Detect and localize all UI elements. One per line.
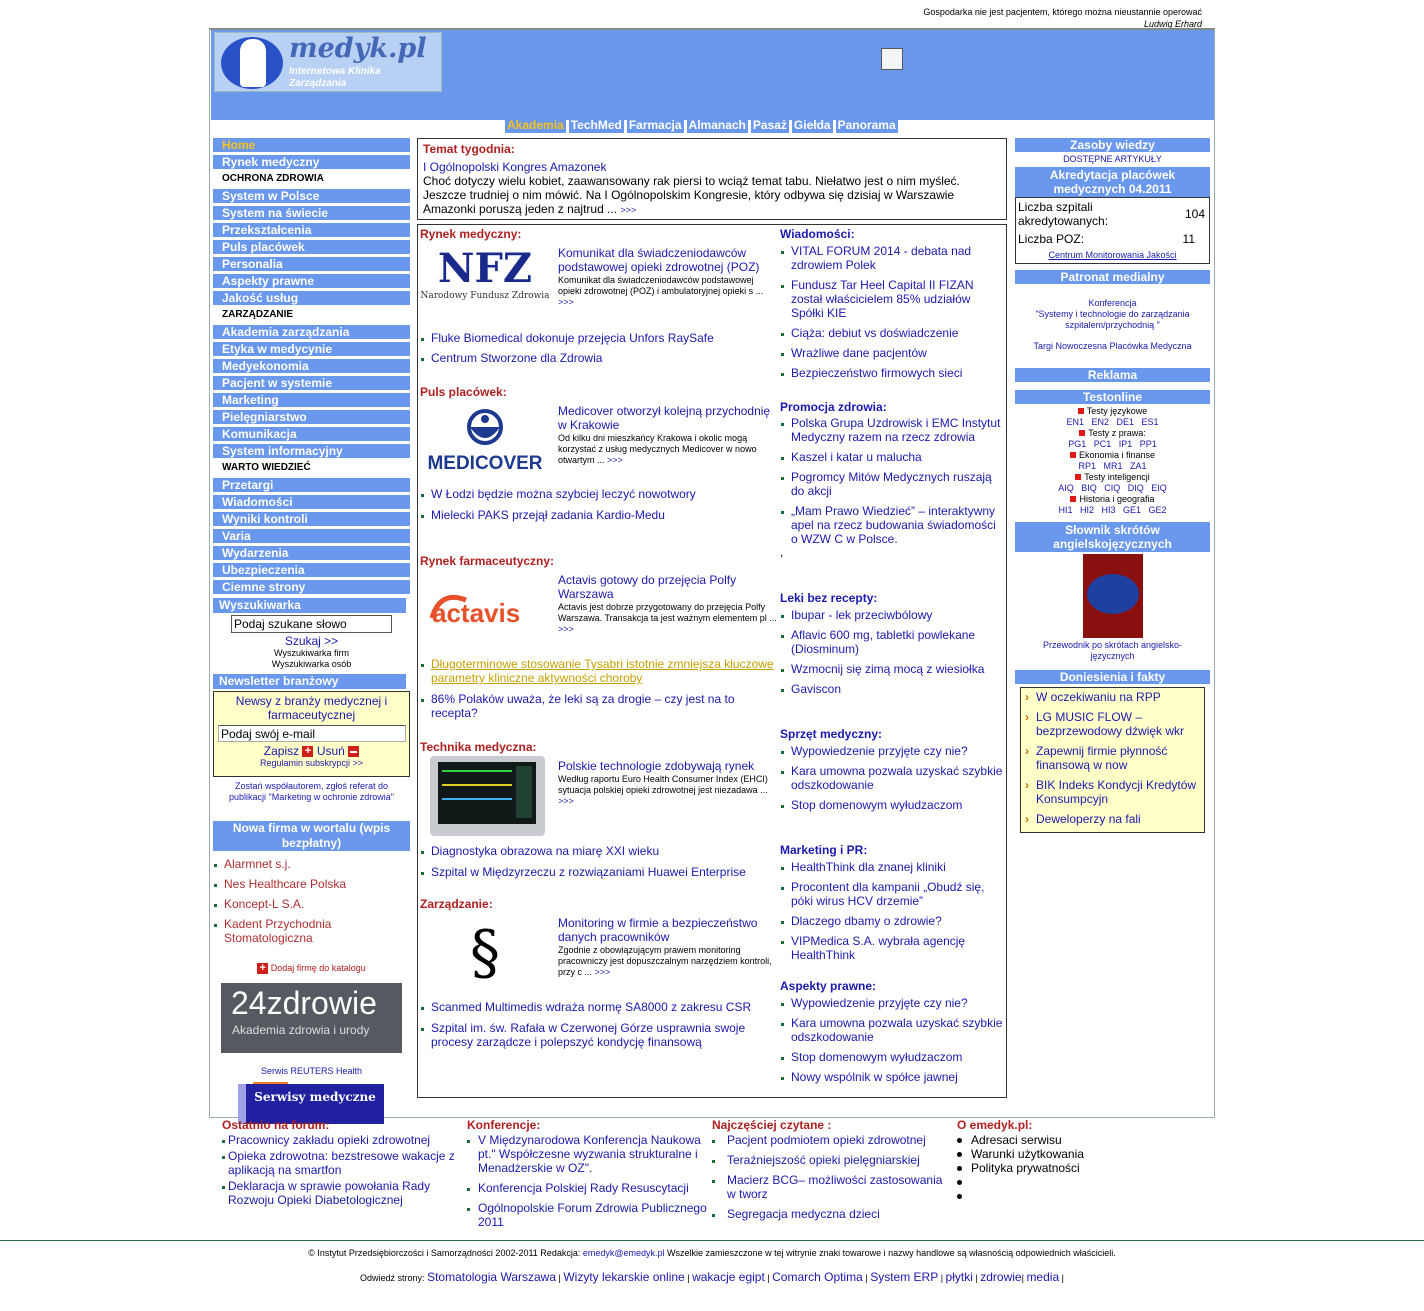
konferencje-title: Konferencje: bbox=[467, 1118, 541, 1132]
menu-item[interactable]: Personalia bbox=[213, 257, 410, 271]
topnav-pasaz[interactable]: Pasaż bbox=[752, 118, 787, 132]
menu-section-zarzadzanie: ZARZĄDZANIE bbox=[222, 309, 294, 320]
menu-item[interactable]: System informacyjny bbox=[213, 444, 410, 458]
czytane-link[interactable]: Pacjent podmiotem opieki zdrowotnej bbox=[712, 1133, 952, 1147]
forum-link[interactable]: Deklaracja w sprawie powołania Rady Rozwoju Opieki Diabetologicznej bbox=[222, 1179, 462, 1207]
about-title: O emedyk.pl: bbox=[957, 1118, 1033, 1132]
about-link[interactable] bbox=[957, 1175, 1137, 1189]
more-link[interactable]: >>> bbox=[558, 297, 574, 307]
topnav-almanach[interactable]: Almanach bbox=[688, 118, 746, 132]
section-heading: Marketing i PR: bbox=[780, 843, 868, 857]
akred-label: Liczba szpitali akredytowanych: bbox=[1018, 200, 1109, 228]
akred-value: 104 bbox=[1184, 207, 1205, 221]
about-link[interactable]: Adresaci serwisu bbox=[957, 1133, 1137, 1147]
section-heading: Rynek medyczny: bbox=[420, 227, 522, 241]
add-plus-icon: + bbox=[257, 963, 268, 974]
news-link[interactable]: W Łodzi będzie można szybciej leczyć nowotwory bbox=[420, 487, 778, 501]
test-codes[interactable]: PG1 PC1 IP1 PP1 bbox=[1068, 439, 1157, 449]
news-link[interactable]: Gaviscon bbox=[780, 682, 1004, 696]
visit-link[interactable]: Wizyty lekarskie online bbox=[563, 1270, 685, 1284]
forum-title: Ostatnio na forum: bbox=[222, 1118, 330, 1132]
test-codes[interactable]: RP1 MR1 ZA1 bbox=[1078, 461, 1147, 471]
red-square-icon bbox=[1070, 496, 1076, 502]
news-link[interactable]: Scanmed Multimedis wdraża normę SA8000 z zakresu CSR bbox=[420, 1000, 778, 1014]
menu-item[interactable]: Jakość usług bbox=[213, 291, 410, 305]
news-link[interactable]: VITAL FORUM 2014 - debata nad zdrowiem Polek bbox=[780, 244, 1004, 272]
menu-item[interactable]: Pacjent w systemie bbox=[213, 376, 410, 390]
menu-item[interactable]: Przekształcenia bbox=[213, 223, 410, 237]
about-link[interactable] bbox=[957, 1189, 1137, 1203]
regulamin-link[interactable]: Regulamin subskrypcji >> bbox=[259, 758, 364, 768]
czytane-link[interactable]: Segregacja medyczna dzieci bbox=[712, 1207, 952, 1221]
topic-more-link[interactable]: >>> bbox=[620, 205, 637, 215]
more-link[interactable]: >>> bbox=[594, 967, 611, 977]
konf-link[interactable]: Konferencja Polskiej Rady Resuscytacji bbox=[467, 1181, 707, 1195]
menu-rynek-medyczny[interactable]: Rynek medyczny bbox=[213, 155, 410, 169]
news-link[interactable]: Procontent dla kampanii „Obudź się, póki wirus HCV drzemie” bbox=[780, 880, 1004, 908]
red-square-icon bbox=[1070, 452, 1076, 458]
akredytacja-title: Akredytacja placówek medycznych 04.2011 bbox=[1015, 167, 1210, 197]
donies-item[interactable]: › Zapewnij firmie płynność finansową w now bbox=[1024, 744, 1202, 772]
footer-divider bbox=[0, 1240, 1424, 1241]
czytane-title: Najczęściej czytane : bbox=[712, 1118, 832, 1132]
paragraph-sign-icon[interactable]: § bbox=[470, 918, 500, 988]
news-link[interactable]: Wypowiedzenie przyjęte czy nie? bbox=[780, 744, 1004, 758]
more-link[interactable]: >>> bbox=[558, 796, 574, 806]
top-navigation bbox=[505, 117, 898, 133]
visit-link[interactable]: System ERP bbox=[870, 1270, 939, 1284]
menu-item[interactable]: Wyniki kontroli bbox=[213, 512, 410, 526]
news-link[interactable]: Kara umowna pozwala uzyskać szybkie odszkodowanie bbox=[780, 1016, 1004, 1044]
search-persons-link[interactable]: Wyszukiwarka osób bbox=[271, 659, 352, 669]
left-sidebar bbox=[213, 138, 410, 1104]
section-heading: Technika medyczna: bbox=[420, 740, 537, 754]
test-category: Historia i geografia bbox=[1015, 494, 1210, 505]
menu-item[interactable]: Wiadomości bbox=[213, 495, 410, 509]
forum-link[interactable]: Pracownicy zakładu opieki zdrowotnej bbox=[222, 1133, 462, 1147]
firm-link[interactable]: Alarmnet s.j. bbox=[213, 857, 410, 871]
donies-item[interactable]: › W oczekiwaniu na RPP bbox=[1024, 690, 1202, 704]
test-codes[interactable]: AIQ BIQ CIQ DIQ EIQ bbox=[1058, 483, 1167, 493]
topic-of-week bbox=[417, 138, 1007, 220]
visit-link[interactable]: Stomatologia Warszawa bbox=[427, 1270, 557, 1284]
topnav-gielda[interactable]: Giełda bbox=[793, 118, 831, 132]
promo-title: 24zdrowie bbox=[231, 985, 377, 1021]
visit-links: Odwiedź strony: Stomatologia Warszawa | Wizyty lekarskie online | wakacje egipt | Comarch Optima | System ERP | płytki | zdrowie| media | bbox=[360, 1270, 1064, 1284]
topnav-akademia[interactable]: Akademia bbox=[507, 118, 564, 132]
menu-section-warto: WARTO WIEDZIEĆ bbox=[222, 462, 311, 473]
akred-link[interactable]: Centrum Monitorowania Jakości bbox=[1048, 250, 1177, 260]
section-heading: Wiadomości: bbox=[780, 227, 855, 241]
patronat-conf[interactable]: Konferencja bbox=[1088, 298, 1137, 308]
test-codes[interactable]: EN1 EN2 DE1 ES1 bbox=[1066, 417, 1159, 427]
menu-item[interactable]: Medyekonomia bbox=[213, 359, 410, 373]
konf-link[interactable]: Ogólnopolskie Forum Zdrowia Publicznego 2011 bbox=[467, 1201, 707, 1229]
site-header bbox=[211, 30, 1214, 120]
donies-title: Doniesienia i fakty bbox=[1015, 670, 1210, 684]
news-link[interactable]: Mielecki PAKS przejął zadania Kardio-Medu bbox=[420, 508, 778, 522]
add-firm-link[interactable]: Dodaj firmę do katalogu bbox=[270, 963, 366, 973]
medical-monitor-icon[interactable] bbox=[420, 756, 550, 836]
news-link[interactable]: Stop domenowym wyłudzaczom bbox=[780, 1050, 1004, 1064]
svg-text:actavis: actavis bbox=[432, 598, 521, 628]
about-link[interactable]: Polityka prywatności bbox=[957, 1161, 1137, 1175]
menu-item[interactable]: Marketing bbox=[213, 393, 410, 407]
visit-link[interactable]: wakacje egipt bbox=[692, 1270, 765, 1284]
news-link[interactable]: Szpital w Międzyrzeczu z rozwiązaniami Huawei Enterprise bbox=[420, 865, 778, 879]
actavis-logo-icon[interactable] bbox=[420, 580, 550, 660]
section-heading: Puls placówek: bbox=[420, 385, 507, 399]
svg-text:MEDICOVER: MEDICOVER bbox=[427, 453, 543, 474]
news-link[interactable]: Ibupar - lek przeciwbólowy bbox=[780, 608, 1004, 622]
email-field[interactable] bbox=[218, 725, 406, 742]
menu-item[interactable]: Ciemne strony bbox=[213, 580, 410, 594]
topic-body: Choć dotyczy wielu kobiet, zaawansowany rak piersi to wciąż temat tabu. Niełatwo jest o nim myśleć. Jeszcze trudniej o nim mówić. Na I Ogólnopolskim Kongresie, który odbywa się dzisiaj w Warszawie Amazonki poruszą jeden z najtrud ... bbox=[423, 174, 960, 216]
unsubscribe-button[interactable]: Usuń bbox=[316, 744, 345, 758]
section-heading: Leki bez recepty: bbox=[780, 591, 878, 605]
slownik-title: Słownik skrótów angielskojęzycznych bbox=[1015, 522, 1210, 552]
more-link[interactable]: >>> bbox=[607, 455, 623, 465]
test-category: Ekonomia i finanse bbox=[1015, 450, 1210, 461]
red-square-icon bbox=[1075, 474, 1081, 480]
newsletter-box bbox=[213, 691, 410, 777]
section-heading: Rynek farmaceutyczny: bbox=[420, 554, 555, 568]
quote-author: Ludwig Erhard bbox=[1143, 19, 1202, 29]
search-firm-link[interactable]: Wyszukiwarka firm bbox=[274, 648, 349, 658]
news-link[interactable]: Wrażliwe dane pacjentów bbox=[780, 346, 1004, 360]
stray-dot: , bbox=[780, 545, 784, 559]
section-heading: Promocja zdrowia: bbox=[780, 400, 887, 414]
feature-title[interactable]: Medicover otworzył kolejną przychodnię w Krakowie bbox=[558, 404, 771, 432]
feature-title[interactable]: Actavis gotowy do przejęcia Polfy Warszawa bbox=[558, 573, 737, 601]
zasoby-title: Zasoby wiedzy bbox=[1015, 138, 1210, 152]
section-heading: Sprzęt medyczny: bbox=[780, 727, 883, 741]
news-link[interactable]: Wypowiedzenie przyjęte czy nie? bbox=[780, 996, 1004, 1010]
more-link[interactable]: >>> bbox=[558, 624, 574, 634]
new-firm-title: Nowa firma w wortalu (wpis bezpłatny) bbox=[213, 821, 410, 851]
subscribe-button[interactable]: Zapisz bbox=[263, 744, 300, 758]
logo-tagline: Internetowa Klinika Zarządzania bbox=[289, 66, 381, 89]
akredytacja-table bbox=[1015, 197, 1210, 264]
news-link[interactable]: Wzmocnij się zimą mocą z wiesiołka bbox=[780, 662, 1004, 676]
news-link[interactable]: Fundusz Tar Heel Capital II FIZAN został właścicielem 85% udziałów Spółki KIE bbox=[780, 278, 1004, 320]
news-link[interactable]: „Mam Prawo Wiedzieć” – interaktywny apel na rzecz budowania świadomości o WZW C w Polsce. bbox=[780, 504, 1004, 546]
menu-item[interactable]: Varia bbox=[213, 529, 410, 543]
news-link[interactable]: Aflavic 600 mg, tabletki powlekane (Diosminum) bbox=[780, 628, 1004, 656]
konf-link[interactable]: V Międzynarodowa Konferencja Naukowa pt." Współczesne wyzwania strukturalne i Menadżerskie w OZ". bbox=[467, 1133, 707, 1175]
medicover-logo-icon[interactable] bbox=[420, 405, 550, 485]
donies-item[interactable]: › LG MUSIC FLOW – bezprzewodowy dźwięk wkr bbox=[1024, 710, 1202, 738]
news-link[interactable]: Pogromcy Mitów Medycznych ruszają do akcji bbox=[780, 470, 1004, 498]
banner-image-icon[interactable] bbox=[881, 48, 903, 70]
menu-item[interactable]: Wydarzenia bbox=[213, 546, 410, 560]
news-link[interactable]: HealthThink dla znanej kliniki bbox=[780, 860, 1004, 874]
visit-link[interactable]: płytki bbox=[945, 1270, 973, 1284]
newsletter-title: Newsletter branżowy bbox=[213, 674, 406, 689]
menu-item[interactable]: Komunikacja bbox=[213, 427, 410, 441]
promo-24zdrowie[interactable] bbox=[221, 983, 402, 1053]
test-category: Testy z prawa: bbox=[1015, 428, 1210, 439]
promo-subtitle: Akademia zdrowia i urody bbox=[232, 1023, 370, 1037]
news-link[interactable]: Kaszel i katar u malucha bbox=[780, 450, 1004, 464]
test-codes[interactable]: HI1 HI2 HI3 GE1 GE2 bbox=[1058, 505, 1167, 515]
news-link[interactable]: Bezpieczeństwo firmowych sieci bbox=[780, 366, 1004, 380]
menu-item[interactable]: Ubezpieczenia bbox=[213, 563, 410, 577]
search-button[interactable]: Szukaj >> bbox=[284, 634, 339, 648]
news-link[interactable]: VIPMedica S.A. wybrała agencję HealthThink bbox=[780, 934, 1004, 962]
nfz-logo-icon[interactable]: NFZ Narodowy Fundusz Zdrowia bbox=[420, 245, 550, 301]
news-link[interactable]: Szpital im. św. Rafała w Czerwonej Górze usprawnia swoje procesy zarządcze i polepszyć kondycję finansową bbox=[420, 1021, 778, 1049]
menu-home[interactable]: Home bbox=[213, 138, 410, 152]
czytane-link[interactable]: Teraźniejszość opieki pielęgniarskiej bbox=[712, 1153, 952, 1167]
plus-icon[interactable]: + bbox=[302, 746, 313, 757]
patronat-targi[interactable]: Targi Nowoczesna Placówka Medyczna bbox=[1033, 341, 1192, 351]
search-title: Wyszukiwarka bbox=[213, 598, 406, 613]
donies-item[interactable]: › Deweloperzy na fali bbox=[1024, 812, 1202, 826]
visit-link[interactable]: media bbox=[1026, 1270, 1060, 1284]
reuters-link[interactable]: Serwis REUTERS Health bbox=[260, 1066, 363, 1076]
section-heading: Aspekty prawne: bbox=[780, 979, 877, 993]
header-quote bbox=[800, 6, 1202, 30]
menu-item[interactable]: Aspekty prawne bbox=[213, 274, 410, 288]
red-square-icon bbox=[1078, 408, 1084, 414]
donies-item[interactable]: › BIK Indeks Kondycji Kredytów Konsumpcyjn bbox=[1024, 778, 1202, 806]
book-cover-icon[interactable] bbox=[1083, 554, 1143, 638]
menu-section-ochrona: OCHRONA ZDROWIA bbox=[222, 173, 324, 184]
news-link[interactable]: Centrum Stworzone dla Zdrowia bbox=[420, 351, 778, 365]
donies-box bbox=[1020, 687, 1205, 833]
menu-item[interactable]: Przetargi bbox=[213, 478, 410, 492]
patronat-conf-title[interactable]: "Systemy i technologie do zarządzania szpitalem/przychodnią " bbox=[1035, 309, 1190, 330]
main-content: Rynek medyczny: NFZ Narodowy Fundusz Zdrowia Komunikat dla świadczeniodawców podstawowej opieki zdrowotnej (POZ) Komunikat dla świadczeniodawców podstawowej opieki zdrowotnej (POZ) i ambulatoryjnej opieki s ... >>> Fluke Biomedical dokonuje przejęcia Unfors RaySafe Centrum Stworzone dla Zdrowia Puls placówek: MEDICOVER Medicover otworzył kolejną przychodnię w Krakowie Od kilku dni mieszkańcy Krakowa i okolic mogą korzystać z usług medycznych Medicover w nowo otwartym ... >>> W Łodzi będzie można szybciej leczyć nowotwory Mielecki PAKS przejął zadania Kardio-Medu Rynek farmaceutyczny: actavis Actavis gotowy do przejęcia Polfy Warszawa Actavis jest dobrze przygotowany do przejęcia Polfy Warszawa. Transakcja ta jest ważnym elementem pl ... >>> Długoterminowe stosowanie Tysabri istotnie zmniejsza kluczowe parametry kliniczne aktywności choroby 86% Polaków uważa, że leki są za drogie – czy jest na to recepta? Technika medyczna: Polskie technologie zdobywają rynek Według raportu Euro Health Consumer Index (EHCI) sytuacja polskiej opieki zdrowotnej jest niezadawa ... >>> Diagnostyka obrazowa na miarę XXI wieku Szpital w Międzyrzeczu z rozwiązaniami Huawei Enterprise Zarządzanie: § Monitoring w firmie a bezpieczeństwo danych pracowników Zgodnie z obowiązującym prawem monitoring pracowniczy jest dopuszczalnym narzędziem kontroli, przy c ... >>> Scanmed Multimedis wdraża normę SA8000 z zakresu CSR Szpital im. św. Rafała w Czerwonej Górze usprawnia swoje procesy zarządcze i polepszyć kondycję finansową Wiadomości: VITAL FORUM 2014 - debata nad zdrowiem Polek Fundusz Tar Heel Capital II FIZAN został właścicielem 85% udziałów Spółki KIE Ciąża: debiut vs doświadczenie Wrażliwe dane pacjentów Bezpieczeństwo firmowych sieci Promocja zdrowia: Polska Grupa Uzdrowisk i EMC Instytut Medyczny razem na rzecz zdrowia Kaszel i katar u malucha Pogromcy Mitów Medycznych ruszają do akcji „Mam Prawo Wiedzieć” – interaktywny apel na rzecz budowania świadomości o WZW C w Polsce. , Leki bez recepty: Ibupar - lek przeciwbólowy Aflavic 600 mg, tabletki powlekane (Diosminum) Wzmocnij się zimą mocą z wiesiołka Gaviscon Sprzęt medyczny: Wypowiedzenie przyjęte czy nie? Kara umowna pozwala uzyskać szybkie odszkodowanie Stop domenowym wyłudzaczom Marketing i PR: HealthThink dla znanej kliniki Procontent dla kampanii „Obudź się, póki wirus HCV drzemie” Dlaczego dbamy o zdrowie? VIPMedica S.A. wybrała agencję HealthThink Aspekty prawne: Wypowiedzenie przyjęte czy nie? Kara umowna pozwala uzyskać szybkie odszkodowanie Stop domenowym wyłudzaczom Nowy wspólnik w spółce jawnej bbox=[417, 224, 1007, 1098]
serwisy-medyczne-button[interactable]: Serwisy medyczne bbox=[238, 1084, 384, 1124]
visit-link[interactable]: zdrowie bbox=[980, 1270, 1022, 1284]
forum-link[interactable]: Opieka zdrowotna: bezstresowe wakacje z aplikacją na smartfon bbox=[222, 1149, 462, 1177]
search-input[interactable] bbox=[231, 615, 392, 633]
menu-item[interactable]: System na świecie bbox=[213, 206, 410, 220]
news-link[interactable]: Fluke Biomedical dokonuje przejęcia Unfors RaySafe bbox=[420, 331, 778, 345]
section-heading: Zarządzanie: bbox=[420, 897, 493, 911]
topnav-techmed[interactable]: TechMed bbox=[570, 118, 622, 132]
news-link[interactable]: Polska Grupa Uzdrowisk i EMC Instytut Medyczny razem na rzecz zdrowia bbox=[780, 416, 1004, 444]
firm-link[interactable]: Kadent Przychodnia Stomatologiczna bbox=[213, 917, 410, 945]
menu-item[interactable]: System w Polsce bbox=[213, 189, 410, 203]
topnav-panorama[interactable]: Panorama bbox=[837, 118, 896, 132]
test-category: Testy inteligencji bbox=[1015, 472, 1210, 483]
news-link[interactable]: Nowy wspólnik w spółce jawnej bbox=[780, 1070, 1004, 1084]
logo-name: medyk.pl bbox=[289, 33, 427, 64]
news-link-highlighted[interactable]: Długoterminowe stosowanie Tysabri istotnie zmniejsza kluczowe parametry kliniczne aktywności choroby bbox=[420, 657, 778, 685]
right-sidebar bbox=[1015, 138, 1210, 833]
menu-item[interactable]: Etyka w medycynie bbox=[213, 342, 410, 356]
feature-title[interactable]: Polskie technologie zdobywają rynek bbox=[558, 759, 755, 773]
news-column-right bbox=[780, 227, 1004, 1084]
editorial-email-link[interactable]: emedyk@emedyk.pl bbox=[582, 1248, 665, 1258]
newsletter-desc: Newsy z branży medycznej i farmaceutycznej bbox=[235, 694, 388, 722]
news-link[interactable]: Kara umowna pozwala uzyskać szybkie odszkodowanie bbox=[780, 764, 1004, 792]
topic-heading: Temat tygodnia: bbox=[423, 142, 515, 156]
akred-value: 11 bbox=[1182, 232, 1195, 246]
news-link[interactable]: Diagnostyka obrazowa na miarę XXI wieku bbox=[420, 844, 778, 858]
menu-item[interactable]: Pielęgniarstwo bbox=[213, 410, 410, 424]
news-link[interactable]: Dlaczego dbamy o zdrowie? bbox=[780, 914, 1004, 928]
articles-link[interactable]: DOSTĘPNE ARTYKUŁY bbox=[1063, 154, 1162, 164]
menu-item[interactable]: Akademia zarządzania bbox=[213, 325, 410, 339]
copyright: © Instytut Przedsiębiorczości i Samorządności 2002-2011 Redakcja: emedyk@emedyk.pl Wszelkie zamieszczone w tej witrynie znaki towarowe i nazwy handlowe są własnością odpowiednich właścicieli. bbox=[308, 1248, 1116, 1258]
testonline-title: Testonline bbox=[1015, 390, 1210, 404]
site-logo[interactable] bbox=[214, 32, 442, 92]
czytane-link[interactable]: Macierz BCG– możliwości zastosowania w tworz bbox=[712, 1173, 952, 1201]
visit-link[interactable]: Comarch Optima bbox=[772, 1270, 863, 1284]
menu-item[interactable]: Puls placówek bbox=[213, 240, 410, 254]
minus-icon[interactable] bbox=[348, 746, 359, 757]
topnav-farmacja[interactable]: Farmacja bbox=[628, 118, 682, 132]
logo-figure-icon bbox=[240, 39, 266, 87]
red-square-icon bbox=[1079, 430, 1085, 436]
quote-text: Gospodarka nie jest pacjentem, którego można nieustannie operować bbox=[923, 7, 1202, 17]
news-link[interactable]: 86% Polaków uważa, że leki są za drogie – czy jest na to recepta? bbox=[420, 692, 778, 720]
news-link[interactable]: Ciąża: debiut vs doświadczenie bbox=[780, 326, 1004, 340]
topic-title[interactable]: I Ogólnopolski Kongres Amazonek bbox=[423, 160, 607, 174]
feature-title[interactable]: Komunikat dla świadczeniodawców podstawowej opieki zdrowotnej (POZ) bbox=[558, 246, 760, 274]
firm-link[interactable]: Nes Healthcare Polska bbox=[213, 877, 410, 891]
test-category: Testy językowe bbox=[1015, 406, 1210, 417]
feature-title[interactable]: Monitoring w firmie a bezpieczeństwo danych pracowników bbox=[558, 916, 758, 944]
firm-link[interactable]: Koncept-L S.A. bbox=[213, 897, 410, 911]
about-link[interactable]: Warunki użytkowania bbox=[957, 1147, 1137, 1161]
coauthor-link[interactable]: Zostań współautorem, zgłoś referat do publikacji "Marketing w ochronie zdrowia" bbox=[229, 781, 394, 802]
news-link[interactable]: Stop domenowym wyłudzaczom bbox=[780, 798, 1004, 812]
book-caption[interactable]: Przewodnik po skrótach angielsko-języcznych bbox=[1042, 640, 1183, 661]
patronat-title: Patronat medialny bbox=[1015, 270, 1210, 284]
reklama-title: Reklama bbox=[1015, 368, 1210, 382]
akred-label: Liczba POZ: bbox=[1018, 232, 1085, 246]
